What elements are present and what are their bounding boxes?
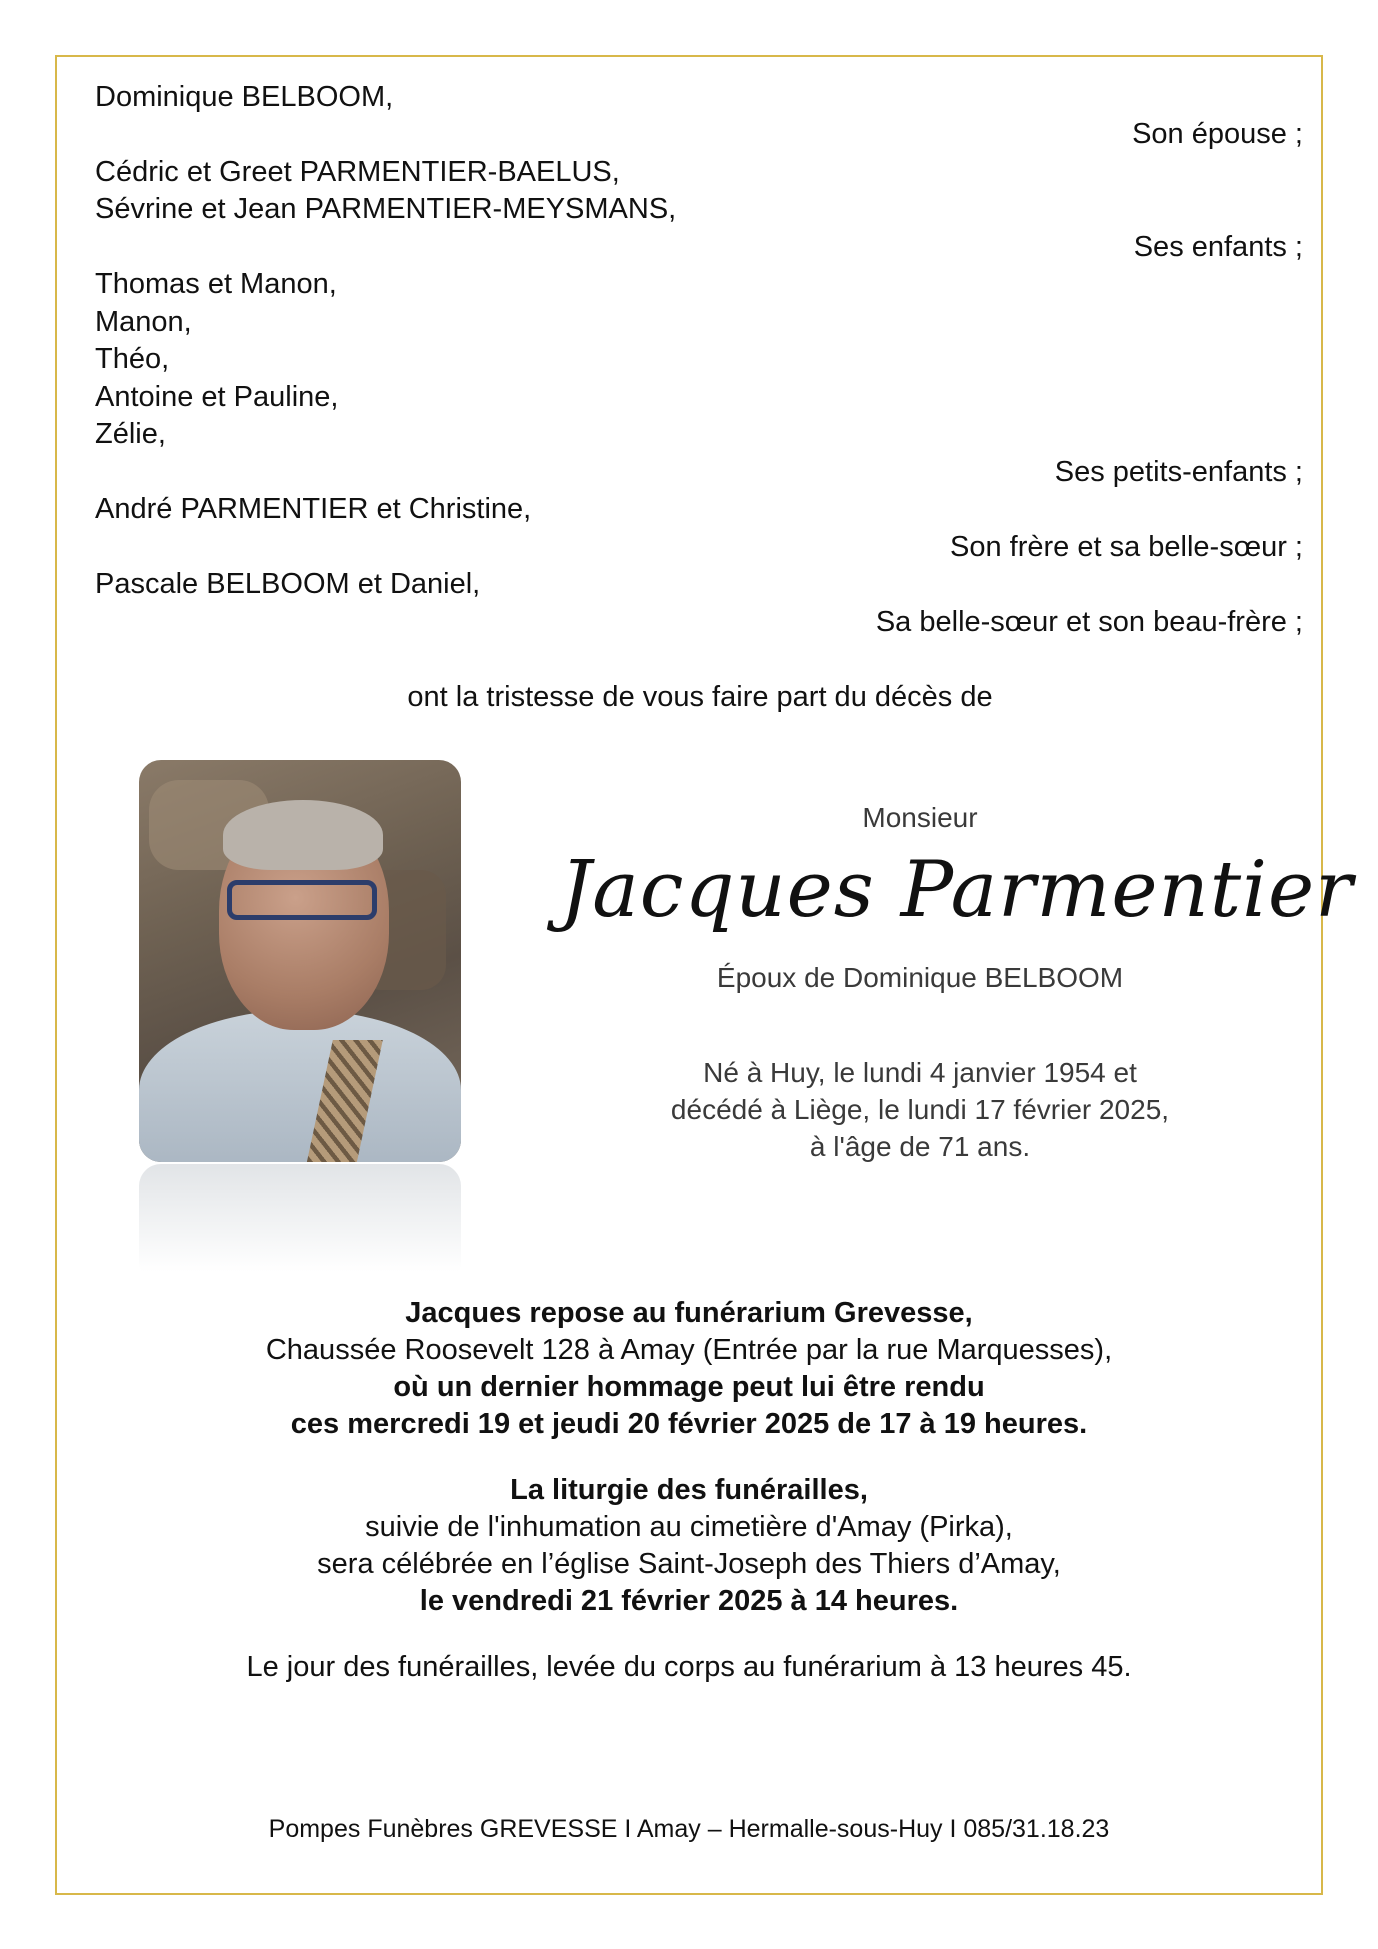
family-line: Dominique BELBOOM, bbox=[95, 81, 394, 113]
liturgy-line: La liturgie des funérailles, bbox=[510, 1474, 868, 1506]
birth-death-line: à l'âge de 71 ans. bbox=[809, 1131, 1031, 1162]
birth-death-line: décédé à Liège, le lundi 17 février 2025, bbox=[670, 1094, 1170, 1125]
portrait-photo bbox=[139, 760, 461, 1284]
visitation-line: où un dernier hommage peut lui être rendu bbox=[393, 1371, 985, 1403]
family-relation: Ses enfants ; bbox=[1133, 231, 1303, 263]
family-relation: Ses petits-enfants ; bbox=[1054, 456, 1303, 488]
family-line: Zélie, bbox=[95, 418, 166, 450]
honorific: Monsieur bbox=[862, 802, 978, 833]
liturgy-line: sera célébrée en l’église Saint-Joseph des Thiers d’Amay, bbox=[317, 1548, 1061, 1580]
visitation-line: Chaussée Roosevelt 128 à Amay (Entrée par la rue Marquesses), bbox=[265, 1334, 1113, 1366]
announcement-text: ont la tristesse de vous faire part du décès de bbox=[407, 681, 993, 713]
spouse-line: Époux de Dominique BELBOOM bbox=[716, 962, 1124, 993]
birth-death-line: Né à Huy, le lundi 4 janvier 1954 et bbox=[703, 1057, 1137, 1088]
visitation-line: ces mercredi 19 et jeudi 20 février 2025 de 17 à 19 heures. bbox=[290, 1408, 1088, 1440]
family-relation: Sa belle-sœur et son beau-frère ; bbox=[875, 606, 1303, 638]
family-relation: Son épouse ; bbox=[1132, 118, 1303, 150]
family-line: Pascale BELBOOM et Daniel, bbox=[95, 568, 481, 600]
family-line: André PARMENTIER et Christine, bbox=[95, 493, 532, 525]
family-line: Thomas et Manon, bbox=[95, 268, 337, 300]
family-line: Antoine et Pauline, bbox=[95, 381, 339, 413]
photo-reflection bbox=[139, 1164, 461, 1284]
departure-line: Le jour des funérailles, levée du corps au funérarium à 13 heures 45. bbox=[246, 1651, 1132, 1683]
funeral-home-footer: Pompes Funèbres GREVESSE I Amay – Hermalle-sous-Huy I 085/31.18.23 bbox=[268, 1815, 1110, 1843]
visitation-line: Jacques repose au funérarium Grevesse, bbox=[405, 1297, 973, 1329]
family-line: Cédric et Greet PARMENTIER-BAELUS, bbox=[95, 156, 620, 188]
liturgy-line: le vendredi 21 février 2025 à 14 heures. bbox=[419, 1585, 959, 1617]
family-line: Théo, bbox=[95, 343, 170, 375]
liturgy-line: suivie de l'inhumation au cimetière d'Amay (Pirka), bbox=[365, 1511, 1013, 1543]
family-line: Manon, bbox=[95, 306, 192, 338]
deceased-name: Jacques Parmentier bbox=[560, 845, 1354, 935]
family-relation: Son frère et sa belle-sœur ; bbox=[950, 531, 1303, 563]
family-line: Sévrine et Jean PARMENTIER-MEYSMANS, bbox=[95, 193, 677, 225]
